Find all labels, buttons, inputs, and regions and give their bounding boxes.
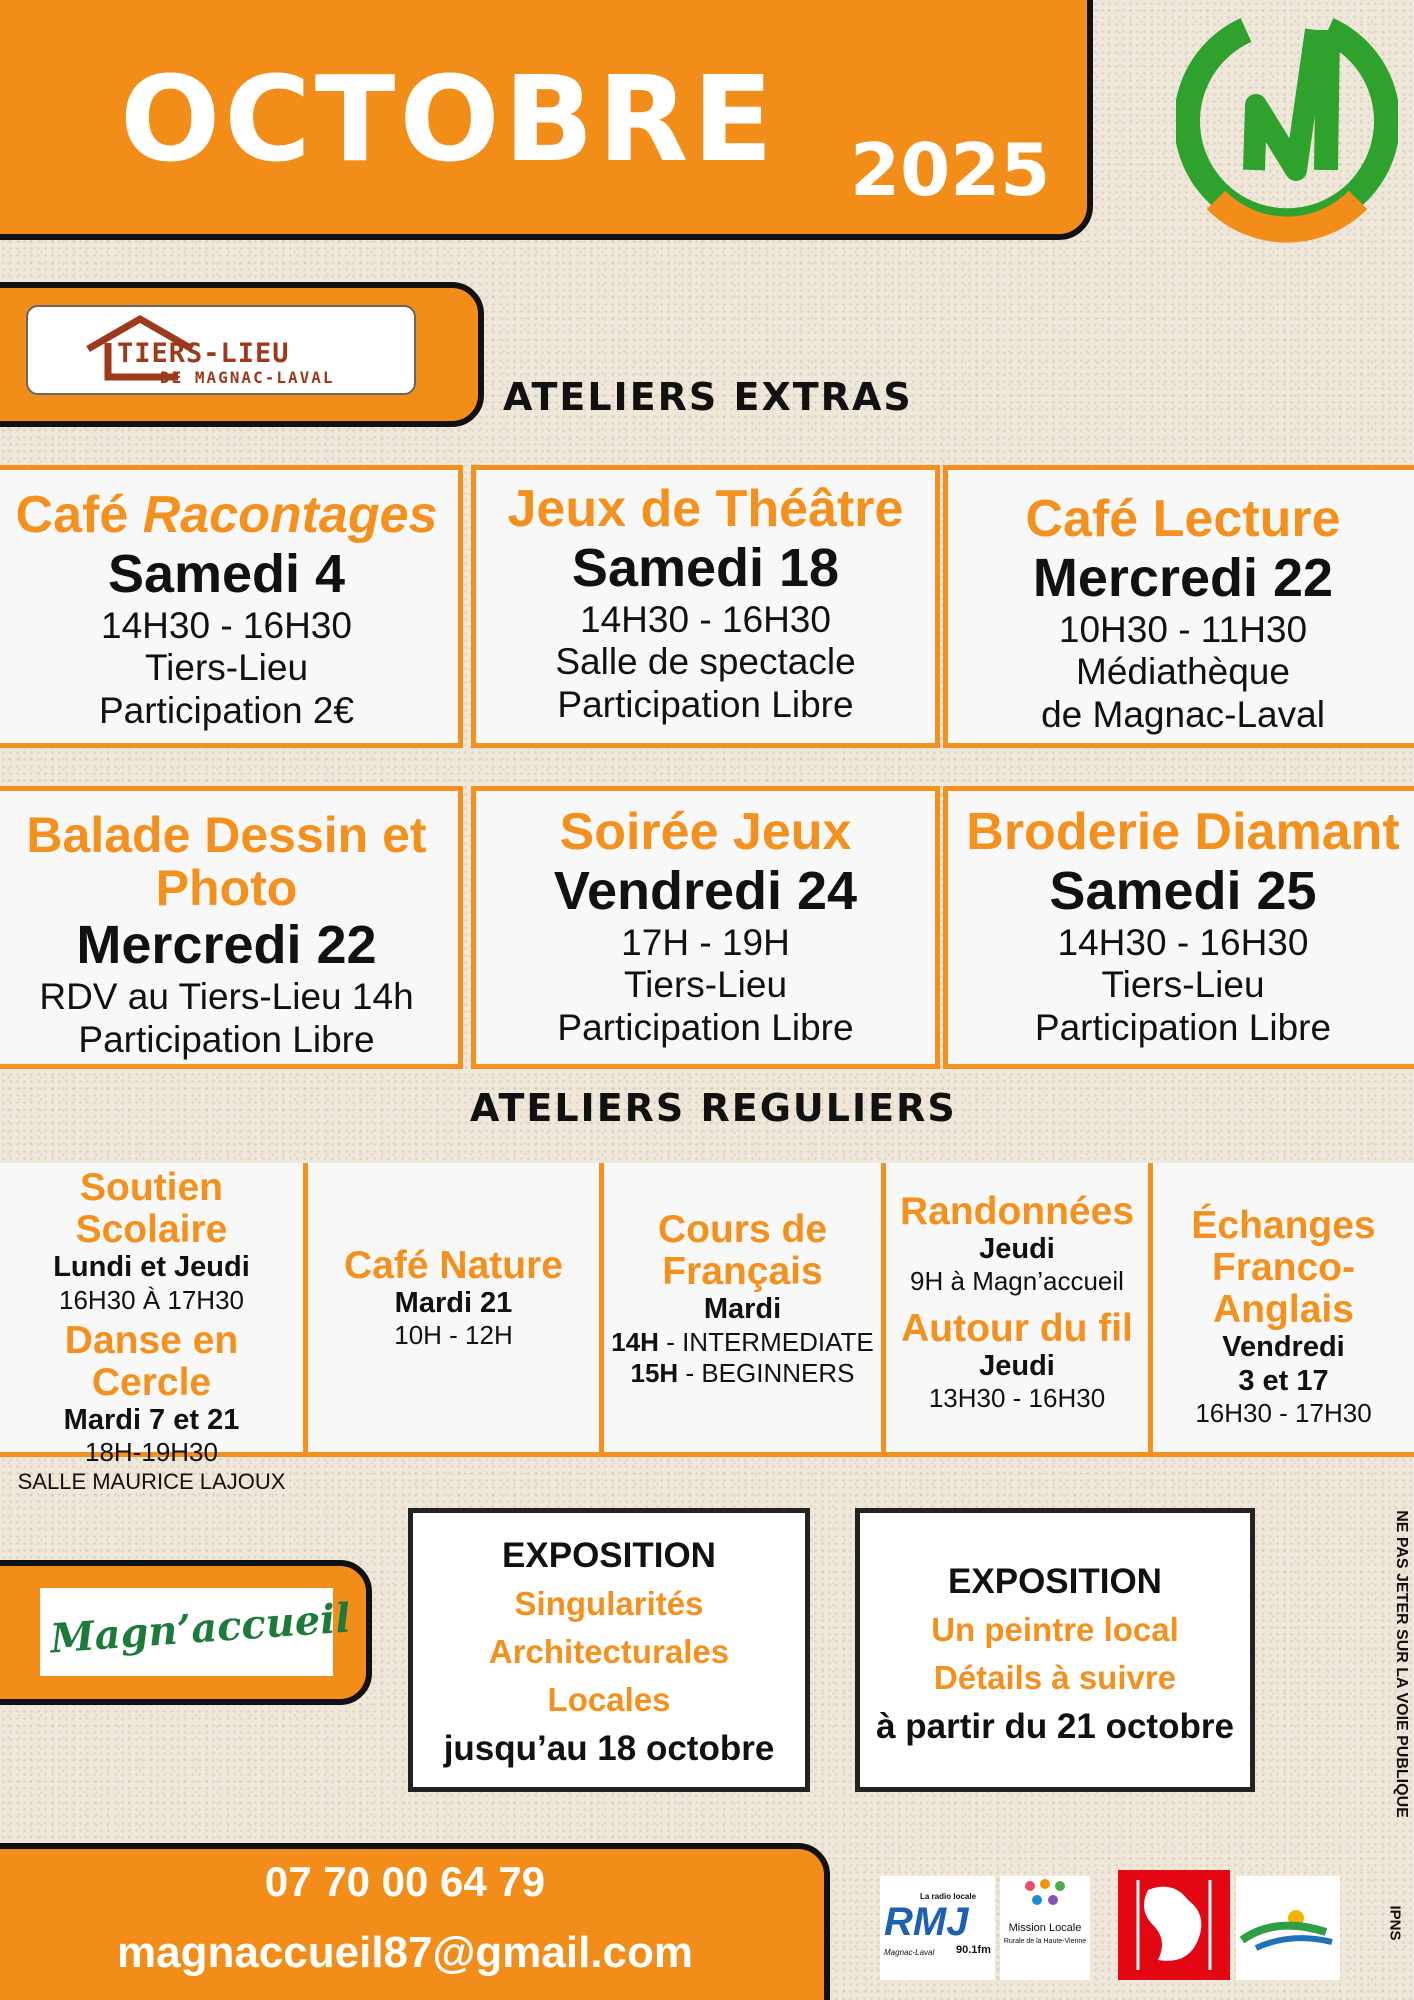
event-date: Samedi 18 [571, 537, 840, 598]
activity-title: Danse en Cercle [64, 1318, 239, 1404]
regular-randonnees-autour [886, 1163, 1153, 1457]
activity-title: Autour du fil [901, 1306, 1133, 1350]
event-card-broderie-diamant [943, 786, 1414, 1069]
contact-phone[interactable]: 07 70 00 64 79 [264, 1858, 546, 1905]
rmj-name: RMJ [884, 1900, 969, 1944]
activity-title: Café Nature [344, 1244, 563, 1287]
magnaccueil-logo-text: Magn’accueil [48, 1594, 353, 1663]
event-place: RDV au Tiers-Lieu 14h [39, 976, 414, 1018]
region-coat-of-arms-icon [1118, 1870, 1230, 1980]
exposition-heading: EXPOSITION [948, 1562, 1162, 1601]
event-place: Salle de spectacle [555, 641, 856, 683]
event-card-cafe-racontages [0, 465, 463, 748]
activity-days: Jeudi [979, 1233, 1055, 1266]
event-title: Café Lecture [1025, 490, 1341, 548]
regular-cafe-nature [308, 1163, 604, 1457]
year: 2025 [850, 128, 1051, 212]
activity-place: SALLE MAURICE LAJOUX [17, 1468, 286, 1494]
event-title: Jeux de Théâtre [507, 480, 904, 538]
rmj-place: Magnac-Laval [884, 1948, 935, 1957]
do-not-litter-note: NE PAS JETER SUR LA VOIE PUBLIQUE [1393, 1510, 1410, 1818]
event-time: 14H30 - 16H30 [580, 598, 831, 640]
event-time: 14H30 - 16H30 [1057, 921, 1309, 963]
activity-level-1: 14H - INTERMEDIATE [611, 1326, 874, 1357]
activity-days: Mardi 7 et 21 [63, 1403, 240, 1436]
event-price: Participation Libre [557, 683, 854, 725]
activity-days: Jeudi [979, 1349, 1055, 1382]
event-card-balade-dessin [0, 786, 463, 1069]
exposition-title-line: Singularités [514, 1585, 704, 1622]
event-price: Participation 2€ [98, 689, 355, 731]
activity-title: Randonnées [899, 1190, 1135, 1233]
event-place: Tiers-Lieu [623, 964, 788, 1006]
partner-logos [880, 1870, 1340, 1980]
tiers-lieu-place: DE MAGNAC-LAVAL [160, 368, 335, 387]
event-place-2: de Magnac-Laval [1041, 693, 1325, 735]
activity-time: 9H à Magn’accueil [910, 1266, 1124, 1297]
exposition-dates: jusqu’au 18 octobre [443, 1728, 775, 1768]
regular-soutien-danse [0, 1163, 308, 1494]
event-title: Soirée Jeux [559, 803, 852, 861]
activity-title: Soutien Scolaire [75, 1166, 228, 1252]
event-place: Tiers-Lieu [1101, 964, 1265, 1006]
activity-time: 13H30 - 16H30 [928, 1383, 1106, 1414]
event-time: 14H30 - 16H30 [101, 604, 352, 646]
event-date: Mercredi 22 [1032, 547, 1334, 608]
extras-section-title: ATELIERS EXTRAS [503, 375, 913, 419]
event-title: Broderie Diamant [966, 803, 1400, 861]
event-time: 17H - 19H [621, 921, 790, 963]
exposition-title-line: Architecturales [488, 1632, 730, 1670]
regular-section-title: ATELIERS REGULIERS [470, 1086, 957, 1130]
ipns-mark: IPNS [1386, 1905, 1404, 1941]
event-price: Participation Libre [557, 1006, 854, 1048]
event-date: Mercredi 22 [76, 915, 377, 975]
activity-title: Échanges Franco-Anglais [1191, 1204, 1376, 1332]
activity-time: 16H30 - 17H30 [1195, 1398, 1372, 1429]
event-card-jeux-de-theatre [471, 465, 940, 748]
activity-days: Mardi 21 [394, 1287, 513, 1320]
exposition-title-line: Un peintre local [931, 1611, 1179, 1648]
contact-email[interactable]: magnaccueil87@gmail.com [116, 1928, 694, 1977]
activity-days: Vendredi [1222, 1331, 1345, 1364]
mission-locale-subtitle: Rurale de la Haute-Vienne [1003, 1938, 1087, 1945]
event-date: Vendredi 24 [553, 860, 858, 921]
exposition-card-singularites [408, 1508, 810, 1792]
month-title: OCTOBRE [120, 50, 778, 188]
rmj-logo [880, 1876, 995, 1980]
exposition-dates: à partir du 21 octobre [876, 1706, 1234, 1746]
event-place: Médiathèque [1076, 651, 1290, 693]
mission-locale-logo [1000, 1876, 1090, 1980]
exposition-heading: EXPOSITION [502, 1536, 716, 1575]
activity-time: 18H-19H30 [85, 1437, 218, 1468]
event-price: Participation Libre [1034, 1006, 1332, 1048]
event-date: Samedi 25 [1049, 860, 1317, 921]
rmj-tagline: La radio locale [920, 1892, 977, 1901]
event-card-cafe-lecture [943, 465, 1414, 748]
activity-days-2: 3 et 17 [1238, 1364, 1329, 1397]
event-title: Balade Dessin et Photo [26, 807, 427, 916]
event-card-soiree-jeux [471, 786, 940, 1069]
tiers-lieu-name: TIERS-LIEU [117, 338, 290, 369]
regular-echanges [1153, 1163, 1414, 1457]
people-icon [1022, 1878, 1068, 1920]
exposition-title-line: Détails à suivre [933, 1658, 1177, 1696]
haute-vienne-logo-icon [1236, 1876, 1340, 1980]
event-place: Tiers-Lieu [144, 647, 309, 689]
regular-cours-francais [604, 1163, 886, 1457]
event-price: Participation Libre [78, 1018, 375, 1060]
exposition-card-peintre [855, 1508, 1255, 1792]
magnaccueil-m-logo-icon [1176, 10, 1398, 250]
activity-level-2: 15H - BEGINNERS [630, 1357, 855, 1388]
activity-days: Lundi et Jeudi [53, 1251, 250, 1284]
activity-time: 16H30 À 17H30 [58, 1284, 245, 1315]
event-date: Samedi 4 [107, 543, 346, 604]
event-title: Café Racontages [15, 486, 438, 544]
rmj-frequency: 90.1fm [956, 1944, 991, 1956]
mission-locale-name: Mission Locale [1008, 1922, 1082, 1934]
activity-days: Mardi [703, 1293, 782, 1326]
activity-title: Cours de Français [657, 1208, 828, 1294]
event-time: 10H30 - 11H30 [1058, 608, 1308, 650]
exposition-title-line: Locales [547, 1680, 671, 1718]
activity-time: 10H - 12H [394, 1320, 513, 1351]
